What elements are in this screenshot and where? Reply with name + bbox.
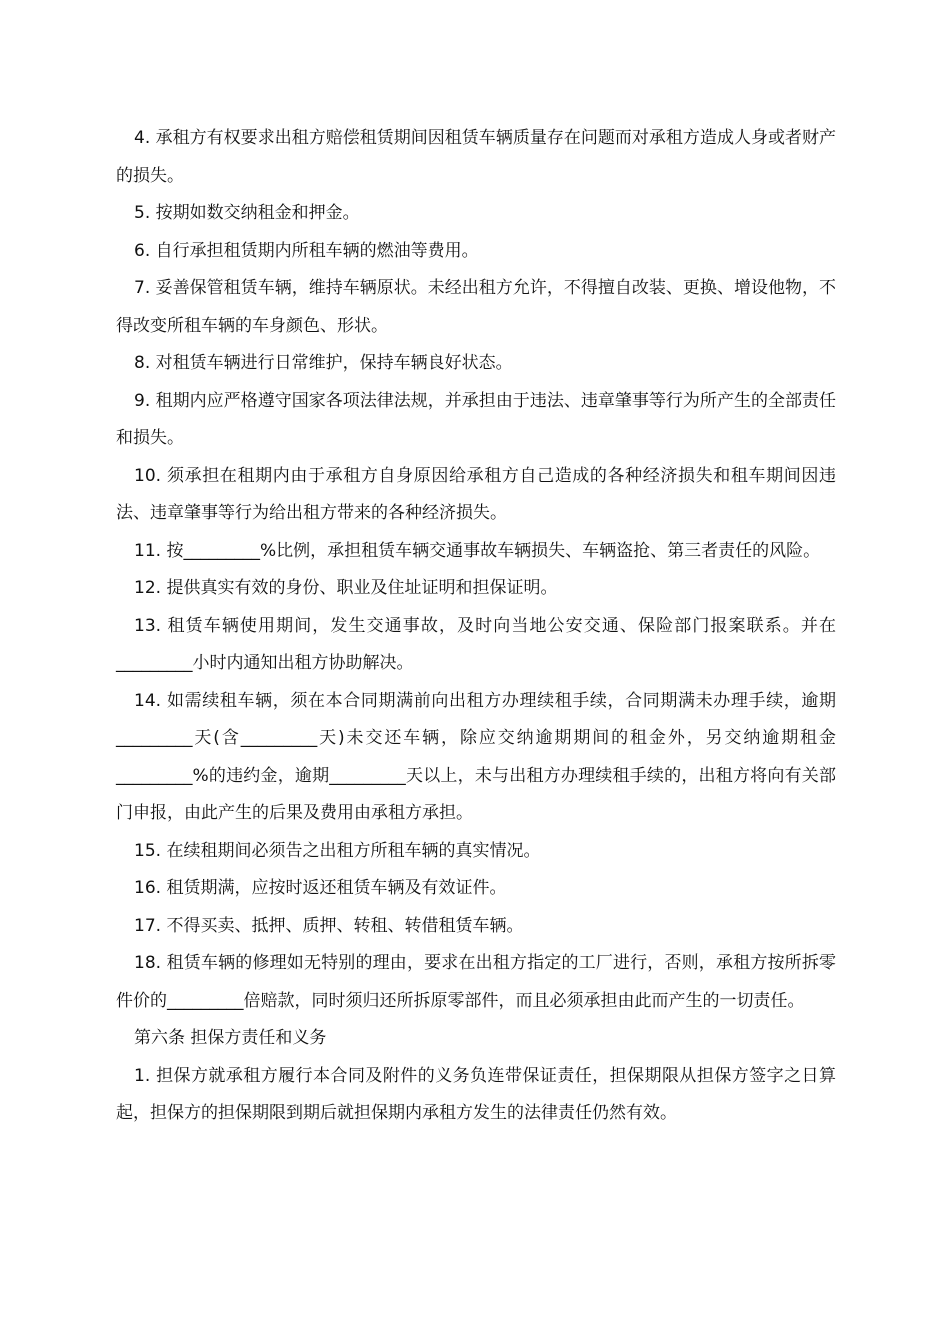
clause-12: 12. 提供真实有效的身份、职业及住址证明和担保证明。 (134, 578, 558, 598)
clause-6: 6. 自行承担租赁期内所租车辆的燃油等费用。 (134, 240, 479, 261)
clause-10: 10. 须承担在租期内由于承租方自身原因给承租方自己造成的各种经济损失和租车期间因违法、违章肇事等行为给出租方带来的各种经济损失。 (116, 465, 836, 523)
clause-18: 18. 租赁车辆的修理如无特别的理由，要求在出租方指定的工厂进行，否则，承租方按所拆零件价的_________倍赔款，同时须归还所拆原零部件，而且必须承担由此而产生的一切责任。 (116, 953, 836, 1011)
clause-4: 4. 承租方有权要求出租方赔偿租赁期间因租赁车辆质量存在问题而对承租方造成人身或者财产的损失。 (116, 128, 836, 186)
clause-5: 5. 按期如数交纳租金和押金。 (134, 203, 360, 223)
clause-9: 9. 租期内应严格遵守国家各项法律法规，并承担由于违法、违章肇事等行为所产生的全部责任和损失。 (116, 390, 836, 448)
clause-16: 16. 租赁期满，应按时返还租赁车辆及有效证件。 (134, 878, 507, 898)
clause-13: 13. 租赁车辆使用期间，发生交通事故，及时向当地公安交通、保险部门报案联系。并在_________小时内通知出租方协助解决。 (116, 615, 836, 673)
clause-15: 15. 在续租期间必须告之出租方所租车辆的真实情况。 (134, 840, 541, 861)
clause-17: 17. 不得买卖、抵押、质押、转租、转借租赁车辆。 (134, 915, 524, 936)
section-heading-article-6: 第六条 担保方责任和义务 (134, 1028, 327, 1048)
clause-14: 14. 如需续租车辆，须在本合同期满前向出租方办理续租手续，合同期满未办理手续，逾期_________天(含_________天)未交还车辆，除应交纳逾期期间的租金外，另交纳逾期租金_________%的违约金，逾期_________天以上，未与出租方办理续租手续的，出租方将向有关部门申报，由此产生的后果及费用由承租方承担。 (116, 690, 836, 823)
guarantor-clause-1: 1. 担保方就承租方履行本合同及附件的义务负连带保证责任，担保期限从担保方签字之日算起，担保方的担保期限到期后就担保期内承租方发生的法律责任仍然有效。 (116, 1065, 836, 1123)
clause-8: 8. 对租赁车辆进行日常维护，保持车辆良好状态。 (134, 353, 513, 373)
clause-7: 7. 妥善保管租赁车辆，维持车辆原状。未经出租方允许，不得擅自改装、更换、增设他物，不得改变所租车辆的车身颜色、形状。 (116, 278, 836, 336)
clause-11: 11. 按_________%比例，承担租赁车辆交通事故车辆损失、车辆盗抢、第三者责任的风险。 (134, 540, 821, 561)
document-body (116, 120, 836, 1133)
